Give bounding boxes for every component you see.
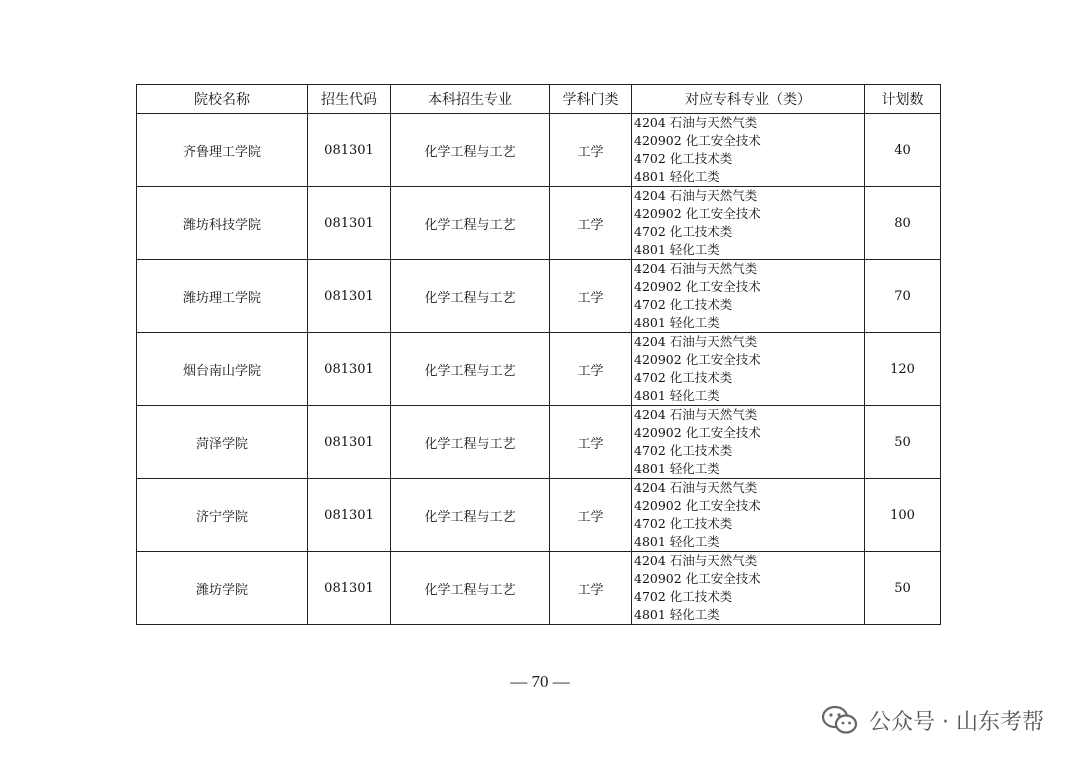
- related-major-item: 4204 石油与天然气类: [634, 334, 758, 349]
- cell-school: 烟台南山学院: [137, 333, 308, 406]
- cell-category: 工学: [550, 114, 632, 187]
- cell-major: 化学工程与工艺: [391, 406, 550, 479]
- related-major-item: 4801 轻化工类: [634, 388, 720, 403]
- cell-category: 工学: [550, 260, 632, 333]
- cell-related-majors: [632, 333, 865, 406]
- related-major-item: 420902 化工安全技术: [634, 206, 761, 221]
- cell-category: 工学: [550, 406, 632, 479]
- cell-plan: 50: [865, 552, 941, 625]
- related-major-item: 4702 化工技术类: [634, 516, 733, 531]
- cell-plan: 50: [865, 406, 941, 479]
- cell-plan: 80: [865, 187, 941, 260]
- cell-code: 081301: [308, 406, 391, 479]
- related-major-item: 4801 轻化工类: [634, 242, 720, 257]
- cell-plan: 70: [865, 260, 941, 333]
- related-major-item: 420902 化工安全技术: [634, 279, 761, 294]
- cell-category: 工学: [550, 552, 632, 625]
- header-related-majors: 对应专科专业（类）: [632, 85, 865, 114]
- related-major-item: 4204 石油与天然气类: [634, 115, 758, 130]
- cell-category: 工学: [550, 333, 632, 406]
- cell-plan: 40: [865, 114, 941, 187]
- cell-code: 081301: [308, 260, 391, 333]
- cell-code: 081301: [308, 479, 391, 552]
- cell-major: 化学工程与工艺: [391, 333, 550, 406]
- related-major-item: 4702 化工技术类: [634, 443, 733, 458]
- cell-related-majors: [632, 406, 865, 479]
- cell-school: 潍坊理工学院: [137, 260, 308, 333]
- cell-related-majors: [632, 114, 865, 187]
- table-row: [137, 260, 941, 333]
- table-row: [137, 114, 941, 187]
- cell-plan: 120: [865, 333, 941, 406]
- cell-school: 潍坊学院: [137, 552, 308, 625]
- related-major-item: 4801 轻化工类: [634, 534, 720, 549]
- table-row: [137, 333, 941, 406]
- cell-related-majors: [632, 187, 865, 260]
- related-major-item: 4801 轻化工类: [634, 169, 720, 184]
- cell-major: 化学工程与工艺: [391, 187, 550, 260]
- cell-school: 菏泽学院: [137, 406, 308, 479]
- table-header-row: [137, 85, 941, 114]
- header-code: 招生代码: [308, 85, 391, 114]
- related-major-item: 4801 轻化工类: [634, 315, 720, 330]
- related-major-item: 420902 化工安全技术: [634, 352, 761, 367]
- header-plan: 计划数: [865, 85, 941, 114]
- related-major-item: 4801 轻化工类: [634, 461, 720, 476]
- related-major-item: 4204 石油与天然气类: [634, 188, 758, 203]
- table-row: [137, 479, 941, 552]
- cell-major: 化学工程与工艺: [391, 260, 550, 333]
- related-major-item: 4702 化工技术类: [634, 370, 733, 385]
- cell-plan: 100: [865, 479, 941, 552]
- table-row: [137, 552, 941, 625]
- header-category: 学科门类: [550, 85, 632, 114]
- related-major-item: 420902 化工安全技术: [634, 425, 761, 440]
- related-major-item: 420902 化工安全技术: [634, 498, 761, 513]
- cell-major: 化学工程与工艺: [391, 114, 550, 187]
- cell-code: 081301: [308, 552, 391, 625]
- header-major: 本科招生专业: [391, 85, 550, 114]
- watermark: [821, 704, 1044, 736]
- related-major-item: 4702 化工技术类: [634, 297, 733, 312]
- cell-code: 081301: [308, 333, 391, 406]
- related-major-item: 4702 化工技术类: [634, 151, 733, 166]
- cell-category: 工学: [550, 479, 632, 552]
- related-major-item: 4204 石油与天然气类: [634, 407, 758, 422]
- related-major-item: 420902 化工安全技术: [634, 571, 761, 586]
- cell-school: 潍坊科技学院: [137, 187, 308, 260]
- watermark-text: 公众号 · 山东考帮: [869, 709, 1044, 735]
- related-major-item: 420902 化工安全技术: [634, 133, 761, 148]
- cell-code: 081301: [308, 187, 391, 260]
- page-number: — 70 —: [510, 672, 570, 691]
- related-major-item: 4702 化工技术类: [634, 589, 733, 604]
- related-major-item: 4204 石油与天然气类: [634, 553, 758, 568]
- cell-school: 齐鲁理工学院: [137, 114, 308, 187]
- header-school: 院校名称: [137, 85, 308, 114]
- cell-major: 化学工程与工艺: [391, 479, 550, 552]
- table-row: [137, 187, 941, 260]
- related-major-item: 4204 石油与天然气类: [634, 261, 758, 276]
- related-major-item: 4702 化工技术类: [634, 224, 733, 239]
- table-row: [137, 406, 941, 479]
- cell-school: 济宁学院: [137, 479, 308, 552]
- cell-category: 工学: [550, 187, 632, 260]
- cell-major: 化学工程与工艺: [391, 552, 550, 625]
- wechat-icon: [821, 704, 859, 736]
- cell-code: 081301: [308, 114, 391, 187]
- enrollment-table: [136, 84, 941, 625]
- cell-related-majors: [632, 552, 865, 625]
- cell-related-majors: [632, 479, 865, 552]
- related-major-item: 4204 石油与天然气类: [634, 480, 758, 495]
- related-major-item: 4801 轻化工类: [634, 607, 720, 622]
- cell-related-majors: [632, 260, 865, 333]
